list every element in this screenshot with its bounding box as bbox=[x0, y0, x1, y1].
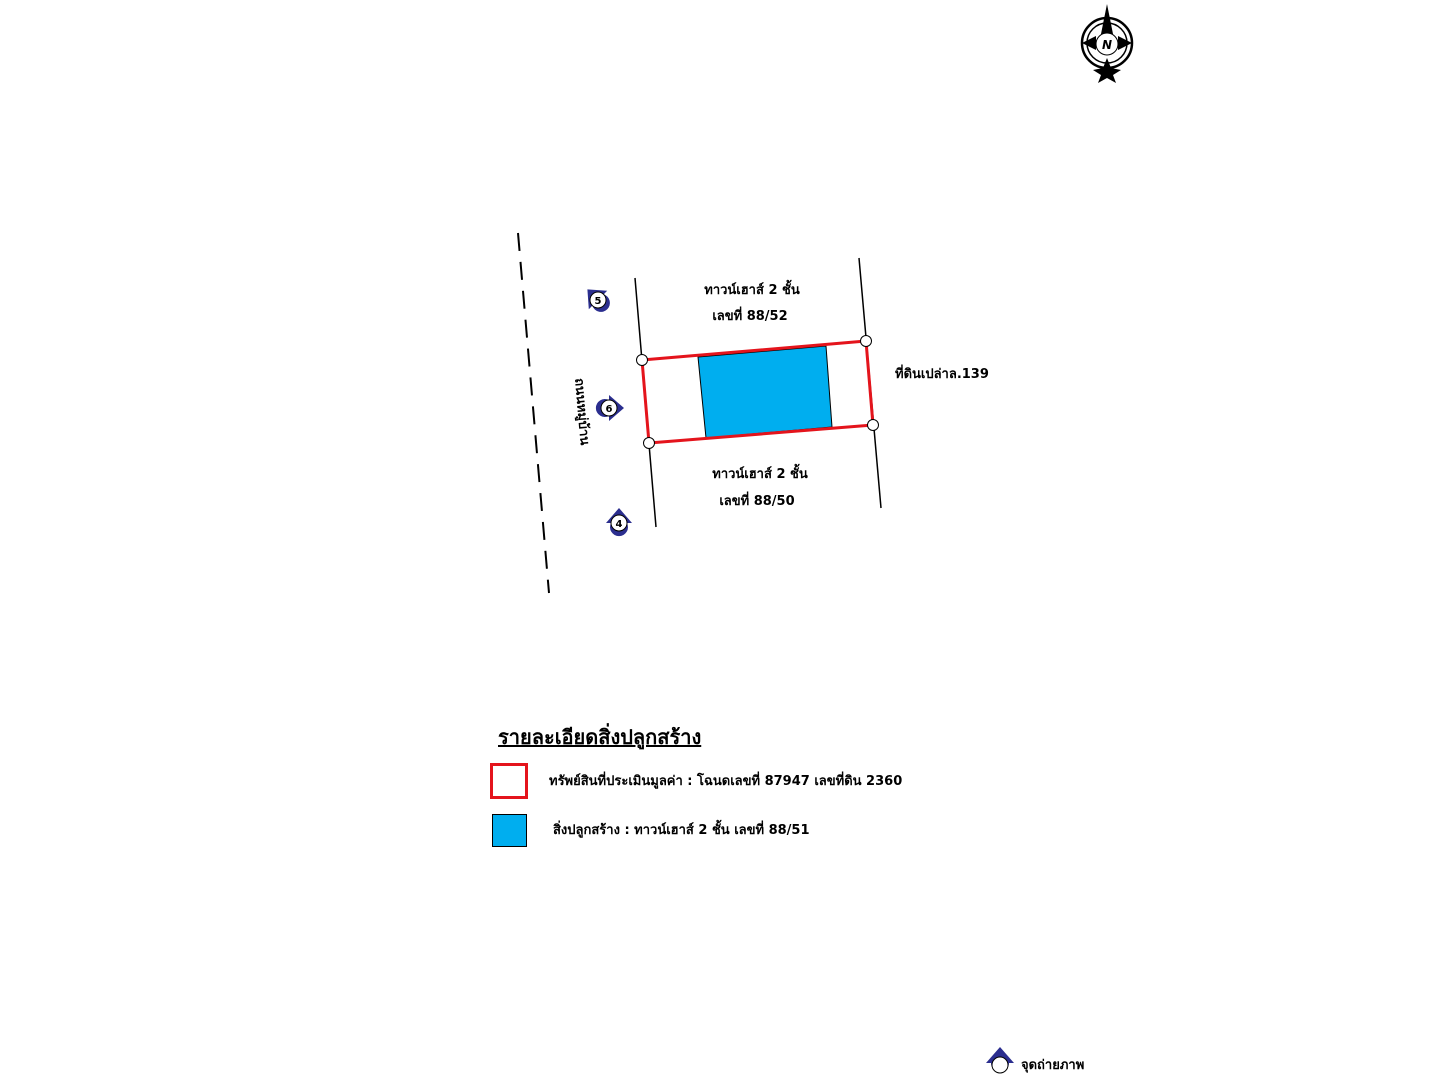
road-edge-line bbox=[518, 233, 549, 593]
corner-marker bbox=[637, 355, 648, 366]
building-footprint bbox=[698, 346, 832, 438]
neighbor-south-line1: ทาวน์เฮาส์ 2 ชั้น bbox=[712, 467, 808, 482]
legend-building-text: สิ่งปลูกสร้าง : ทาวน์เฮาส์ 2 ชั้น เลขที่ 88/51 bbox=[553, 823, 810, 838]
legend-title: รายละเอียดสิ่งปลูกสร้าง bbox=[498, 725, 702, 749]
legend-building-swatch bbox=[492, 814, 527, 847]
legend-property-swatch bbox=[490, 763, 528, 799]
camera-point-label: 6 bbox=[605, 404, 613, 415]
north-arrow-icon bbox=[1082, 4, 1132, 83]
camera-point-4 bbox=[606, 508, 632, 536]
photo-point-label: จุดถ่ายภาพ bbox=[1021, 1058, 1085, 1073]
neighbor-north-line1: ทาวน์เฮาส์ 2 ชั้น bbox=[704, 283, 800, 298]
camera-point-label: 5 bbox=[594, 296, 602, 307]
camera-point-label: 4 bbox=[615, 519, 623, 530]
photo-point-icon bbox=[983, 1045, 1017, 1077]
legend-property-text: ทรัพย์สินที่ประเมินมูลค่า : โฉนดเลขที่ 87947 เลขที่ดิน 2360 bbox=[549, 774, 903, 789]
neighbor-north-line2: เลขที่ 88/52 bbox=[712, 309, 788, 324]
corner-marker bbox=[868, 420, 879, 431]
camera-point-5 bbox=[578, 280, 616, 318]
neighbor-south-line2: เลขที่ 88/50 bbox=[719, 494, 795, 509]
north-label: N bbox=[1101, 38, 1113, 52]
neighbor-east-label: ที่ดินเปล่าล.139 bbox=[895, 367, 989, 382]
corner-marker bbox=[861, 336, 872, 347]
road-name-label: ถนนหมู่บ้าน bbox=[571, 377, 592, 446]
corner-marker bbox=[644, 438, 655, 449]
camera-point-6 bbox=[596, 395, 624, 421]
